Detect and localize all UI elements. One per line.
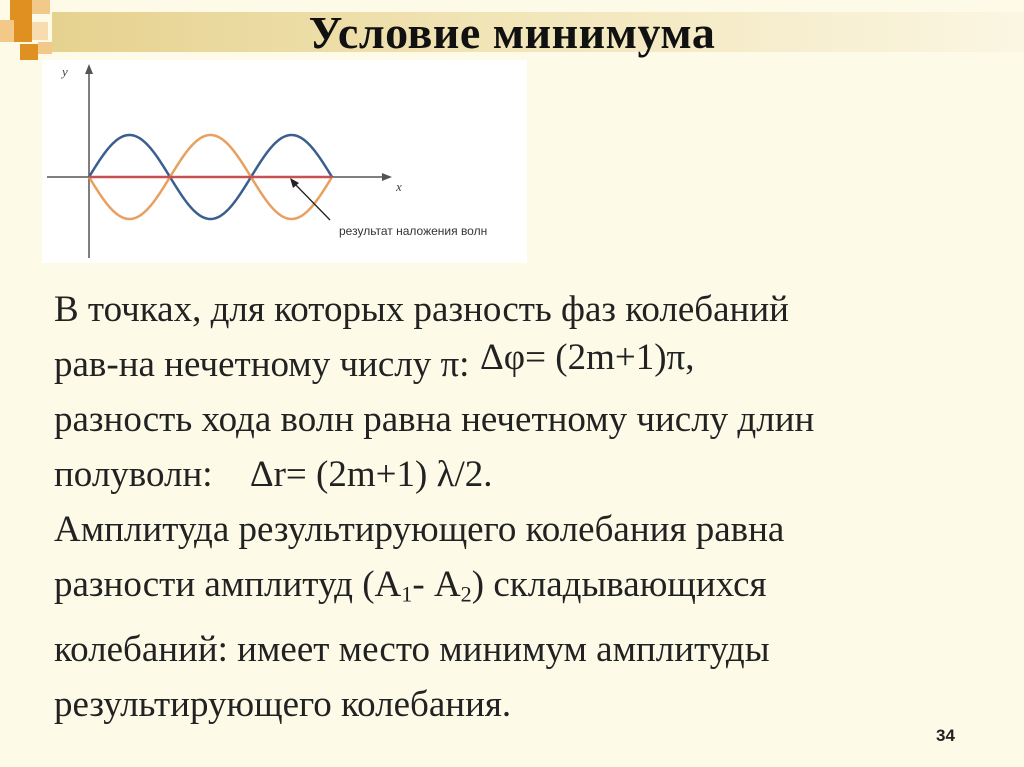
body-text: [54, 282, 1009, 732]
text-line-6-post: ) складывающихся: [471, 564, 767, 605]
text-line-4: [54, 447, 1009, 502]
subscript-2: 2: [460, 581, 472, 607]
wave-figure: [42, 60, 527, 263]
subscript-1: 1: [401, 581, 413, 607]
page-number: 34: [936, 726, 955, 745]
x-axis-label: x: [396, 179, 402, 194]
text-line-5: Амплитуда результирующего колебания равна: [54, 509, 785, 550]
text-line-1: В точках, для которых разность фаз колебаний: [54, 289, 789, 330]
text-line-6-pre: разности амплитуд (А: [54, 564, 402, 605]
text-line-7: колебаний: имеет место минимум амплитуды: [54, 628, 770, 670]
phase-difference-formula: Δφ= (2m+1)π,: [480, 337, 695, 378]
text-line-3: разность хода волн равна нечетному числу длин: [54, 399, 815, 440]
wave-diagram: [42, 60, 527, 263]
y-axis-label: y: [62, 64, 68, 79]
text-line-2: [54, 337, 1009, 392]
annotation-text: результат наложения волн: [339, 224, 488, 238]
text-line-2-text: рав-на нечетному числу π:: [54, 344, 470, 385]
y-axis-arrow: [85, 64, 93, 74]
path-difference-formula: Δr= (2m+1) λ/2.: [249, 454, 493, 495]
text-line-6-mid: - А: [412, 564, 461, 605]
x-axis-arrow: [382, 173, 392, 181]
text-line-6: [54, 557, 1009, 622]
slide-title: Условие минимума: [308, 7, 716, 58]
text-line-4-text: полуволн:: [54, 454, 213, 495]
text-line-8: результирующего колебания.: [54, 683, 512, 725]
annotation-arrow-line: [292, 181, 330, 220]
